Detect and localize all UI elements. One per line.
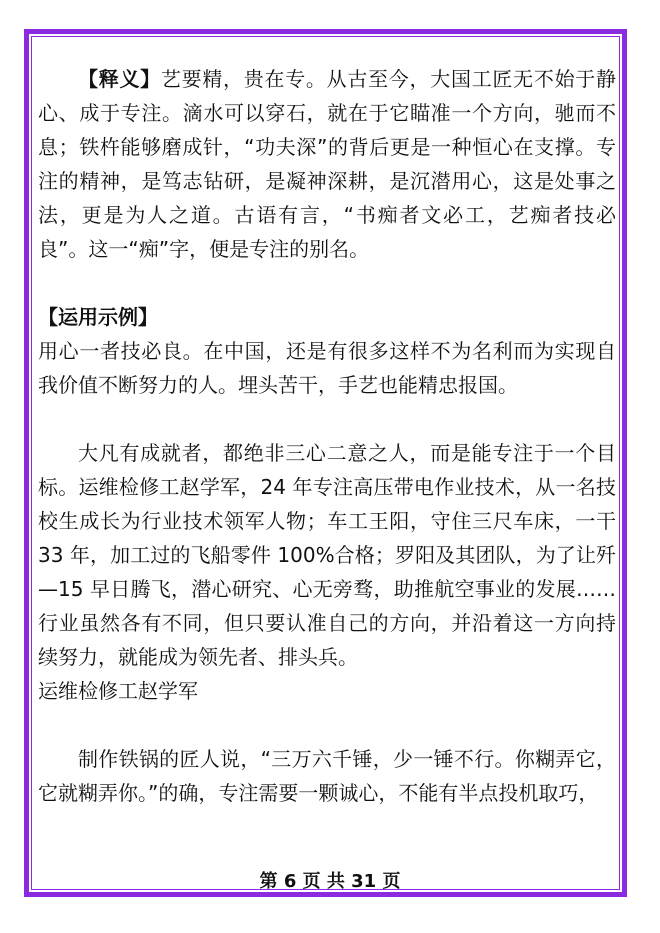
paragraph-definition bbox=[38, 62, 616, 266]
definition-label: 【释义】 bbox=[78, 67, 161, 91]
document-body bbox=[38, 62, 616, 810]
paragraph-example-body: 大凡有成就者，都绝非三心二意之人，而是能专注于一个目标。运维检修工赵学军，24 年专注高压带电作业技术，从一名技校生成长为行业技术领军人物；车工王阳，守住三尺车床，一干 33 年，加工过的飞船零件 100%合格；罗阳及其团队，为了让歼—15 早日腾飞，潜心研究、心无旁骛，助推航空事业的发展……行业虽然各有不同，但只要认准自己的方向，并沿着这一方向持续努力，就能成为领先者、排头兵。 bbox=[38, 441, 616, 669]
paragraph-continued: 制作铁锅的匠人说，“三万六千锤，少一锤不行。你糊弄它，它就糊弄你。”的确，专注需要一颗诚心，不能有半点投机取巧， bbox=[38, 747, 616, 805]
page-number-footer: 第 6 页 共 31 页 bbox=[259, 871, 401, 892]
definition-text: 艺要精，贵在专。从古至今，大国工匠无不始于静心、成于专注。滴水可以穿石，就在于它瞄准一个方向，驰而不息；铁杵能够磨成针，“功夫深”的背后更是一种恒心在支撑。专注的精神，是笃志钻研，是凝神深耕，是沉潜用心，这是处事之法，更是为人之道。古语有言，“书痴者文必工，艺痴者技必良”。这一“痴”字，便是专注的别名。 bbox=[38, 67, 617, 261]
paragraph-example-intro: 用心一者技必良。在中国，还是有很多这样不为名利而为实现自我价值不断努力的人。埋头苦干，手艺也能精忠报国。 bbox=[38, 339, 616, 397]
section-heading: 【运用示例】 bbox=[38, 305, 158, 329]
image-caption: 运维检修工赵学军 bbox=[38, 679, 198, 703]
